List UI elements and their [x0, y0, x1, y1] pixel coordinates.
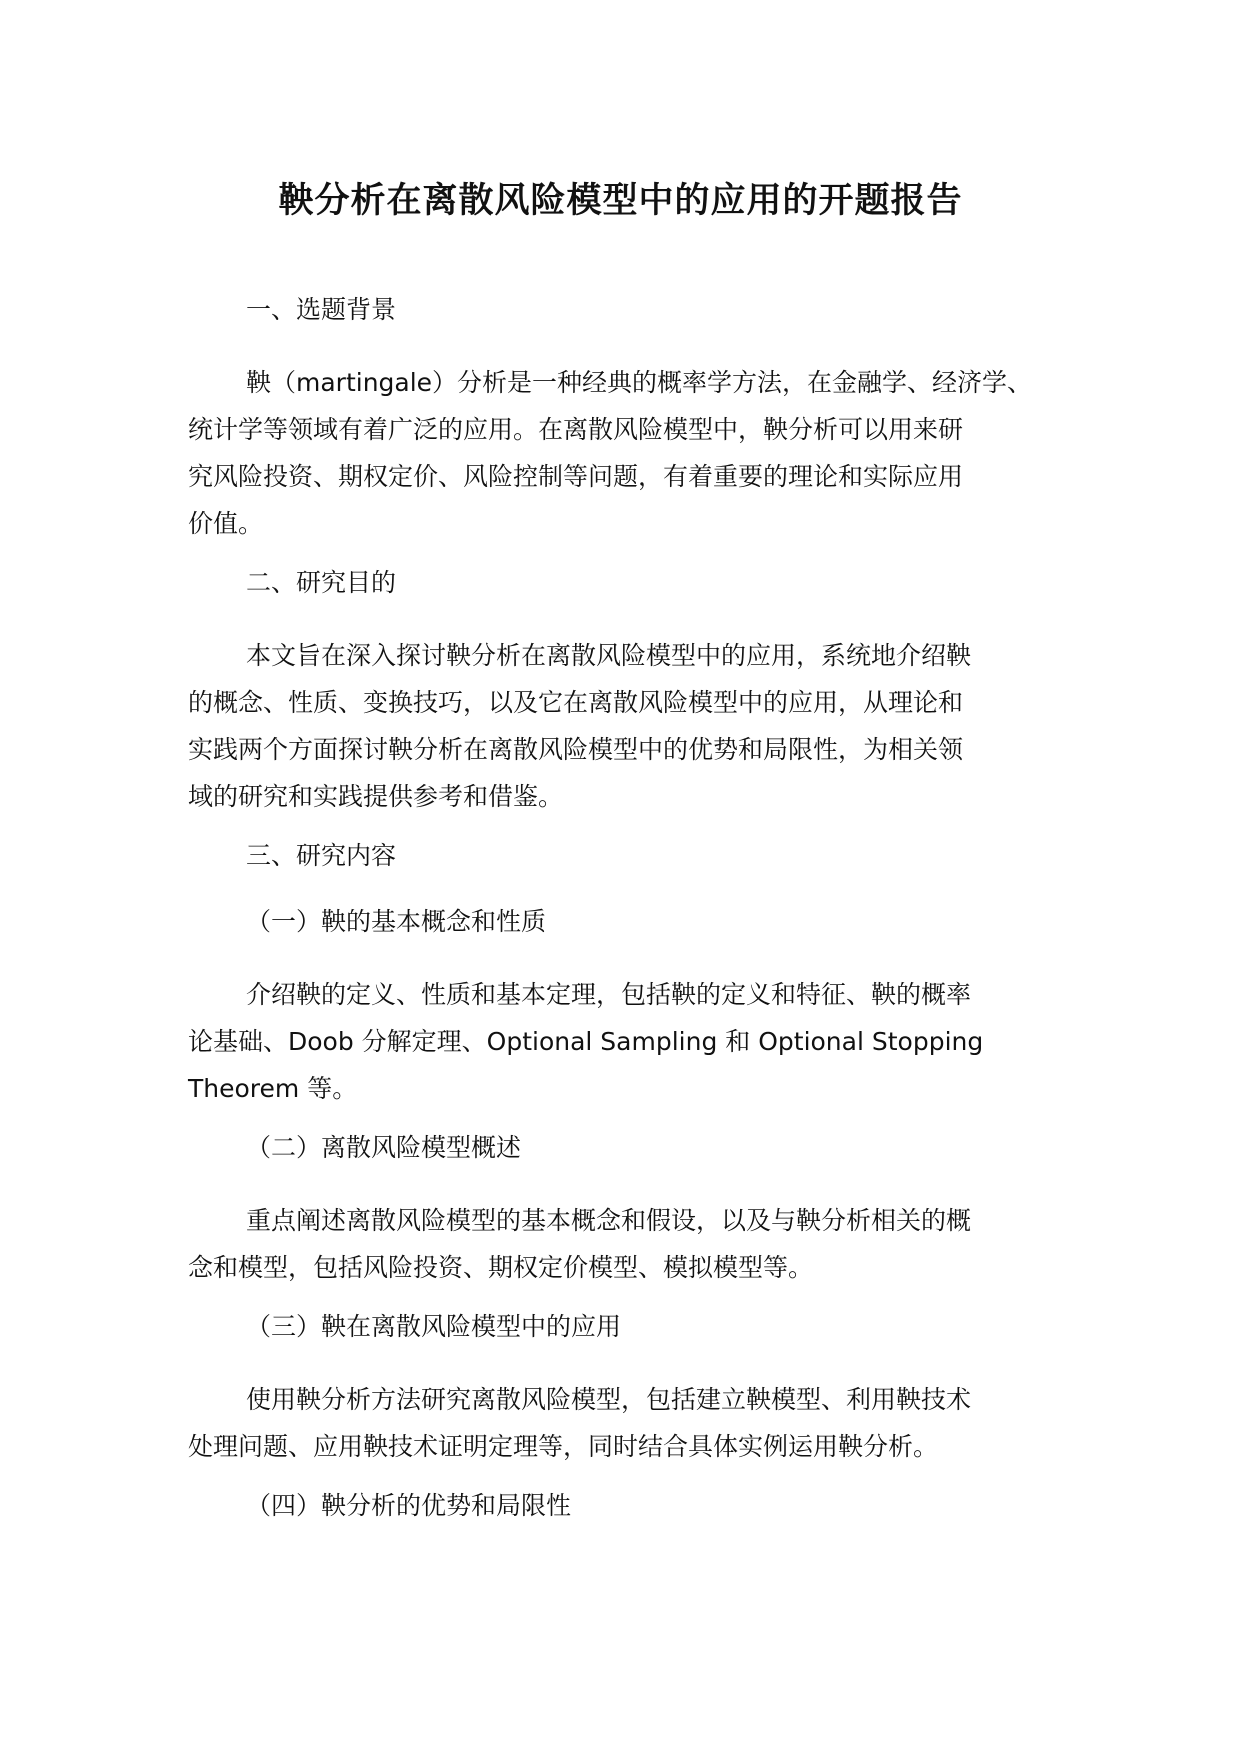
paragraph-line: 处理问题、应用鞅技术证明定理等，同时结合具体实例运用鞅分析。 [188, 1432, 939, 1461]
paragraph-line: 究风险投资、期权定价、风险控制等问题，有着重要的理论和实际应用 [188, 462, 964, 491]
section-paragraph [188, 1197, 1078, 1291]
section-heading: 二、研究目的 [246, 568, 397, 597]
paragraph-line: 念和模型，包括风险投资、期权定价模型、模拟模型等。 [188, 1253, 814, 1282]
paragraph-line: 使用鞅分析方法研究离散风险模型，包括建立鞅模型、利用鞅技术 [246, 1385, 972, 1414]
document-body [188, 293, 1078, 1555]
subsection-application [188, 1310, 1078, 1470]
paragraph-line: 本文旨在深入探讨鞅分析在离散风险模型中的应用，系统地介绍鞅 [246, 641, 972, 670]
paragraph-line: Theorem 等。 [188, 1074, 358, 1103]
paragraph-line: 的概念、性质、变换技巧，以及它在离散风险模型中的应用，从理论和 [188, 688, 964, 717]
paragraph-line: 介绍鞅的定义、性质和基本定理，包括鞅的定义和特征、鞅的概率 [246, 980, 972, 1009]
section-content [188, 839, 1078, 873]
section-paragraph [188, 971, 1078, 1112]
section-paragraph [188, 632, 1078, 820]
section-heading: 一、选题背景 [246, 295, 397, 324]
paragraph-line: 重点阐述离散风险模型的基本概念和假设，以及与鞅分析相关的概 [246, 1206, 972, 1235]
paragraph-line: 论基础、Doob 分解定理、Optional Sampling 和 Optional Stopping [188, 1027, 984, 1056]
subsection-heading: （一）鞅的基本概念和性质 [246, 907, 547, 936]
section-paragraph [188, 359, 1078, 547]
section-paragraph [188, 1376, 1078, 1470]
subsection-advantages-limitations [188, 1489, 1078, 1523]
subsection-heading: （二）离散风险模型概述 [246, 1133, 522, 1162]
paragraph-line: 鞅（martingale）分析是一种经典的概率学方法，在金融学、经济学、 [246, 368, 1033, 397]
paragraph-line: 统计学等领域有着广泛的应用。在离散风险模型中，鞅分析可以用来研 [188, 415, 964, 444]
paragraph-line: 实践两个方面探讨鞅分析在离散风险模型中的优势和局限性，为相关领 [188, 735, 964, 764]
section-purpose [188, 566, 1078, 820]
document-title: 鞅分析在离散风险模型中的应用的开题报告 [278, 181, 963, 221]
subsection-heading: （三）鞅在离散风险模型中的应用 [246, 1312, 622, 1341]
subsection-martingale-basics [188, 905, 1078, 1112]
subsection-risk-model-overview [188, 1131, 1078, 1291]
subsection-heading: （四）鞅分析的优势和局限性 [246, 1491, 572, 1520]
section-heading: 三、研究内容 [246, 841, 397, 870]
section-background [188, 293, 1078, 547]
paragraph-line: 价值。 [188, 509, 264, 538]
paragraph-line: 域的研究和实践提供参考和借鉴。 [188, 782, 564, 811]
